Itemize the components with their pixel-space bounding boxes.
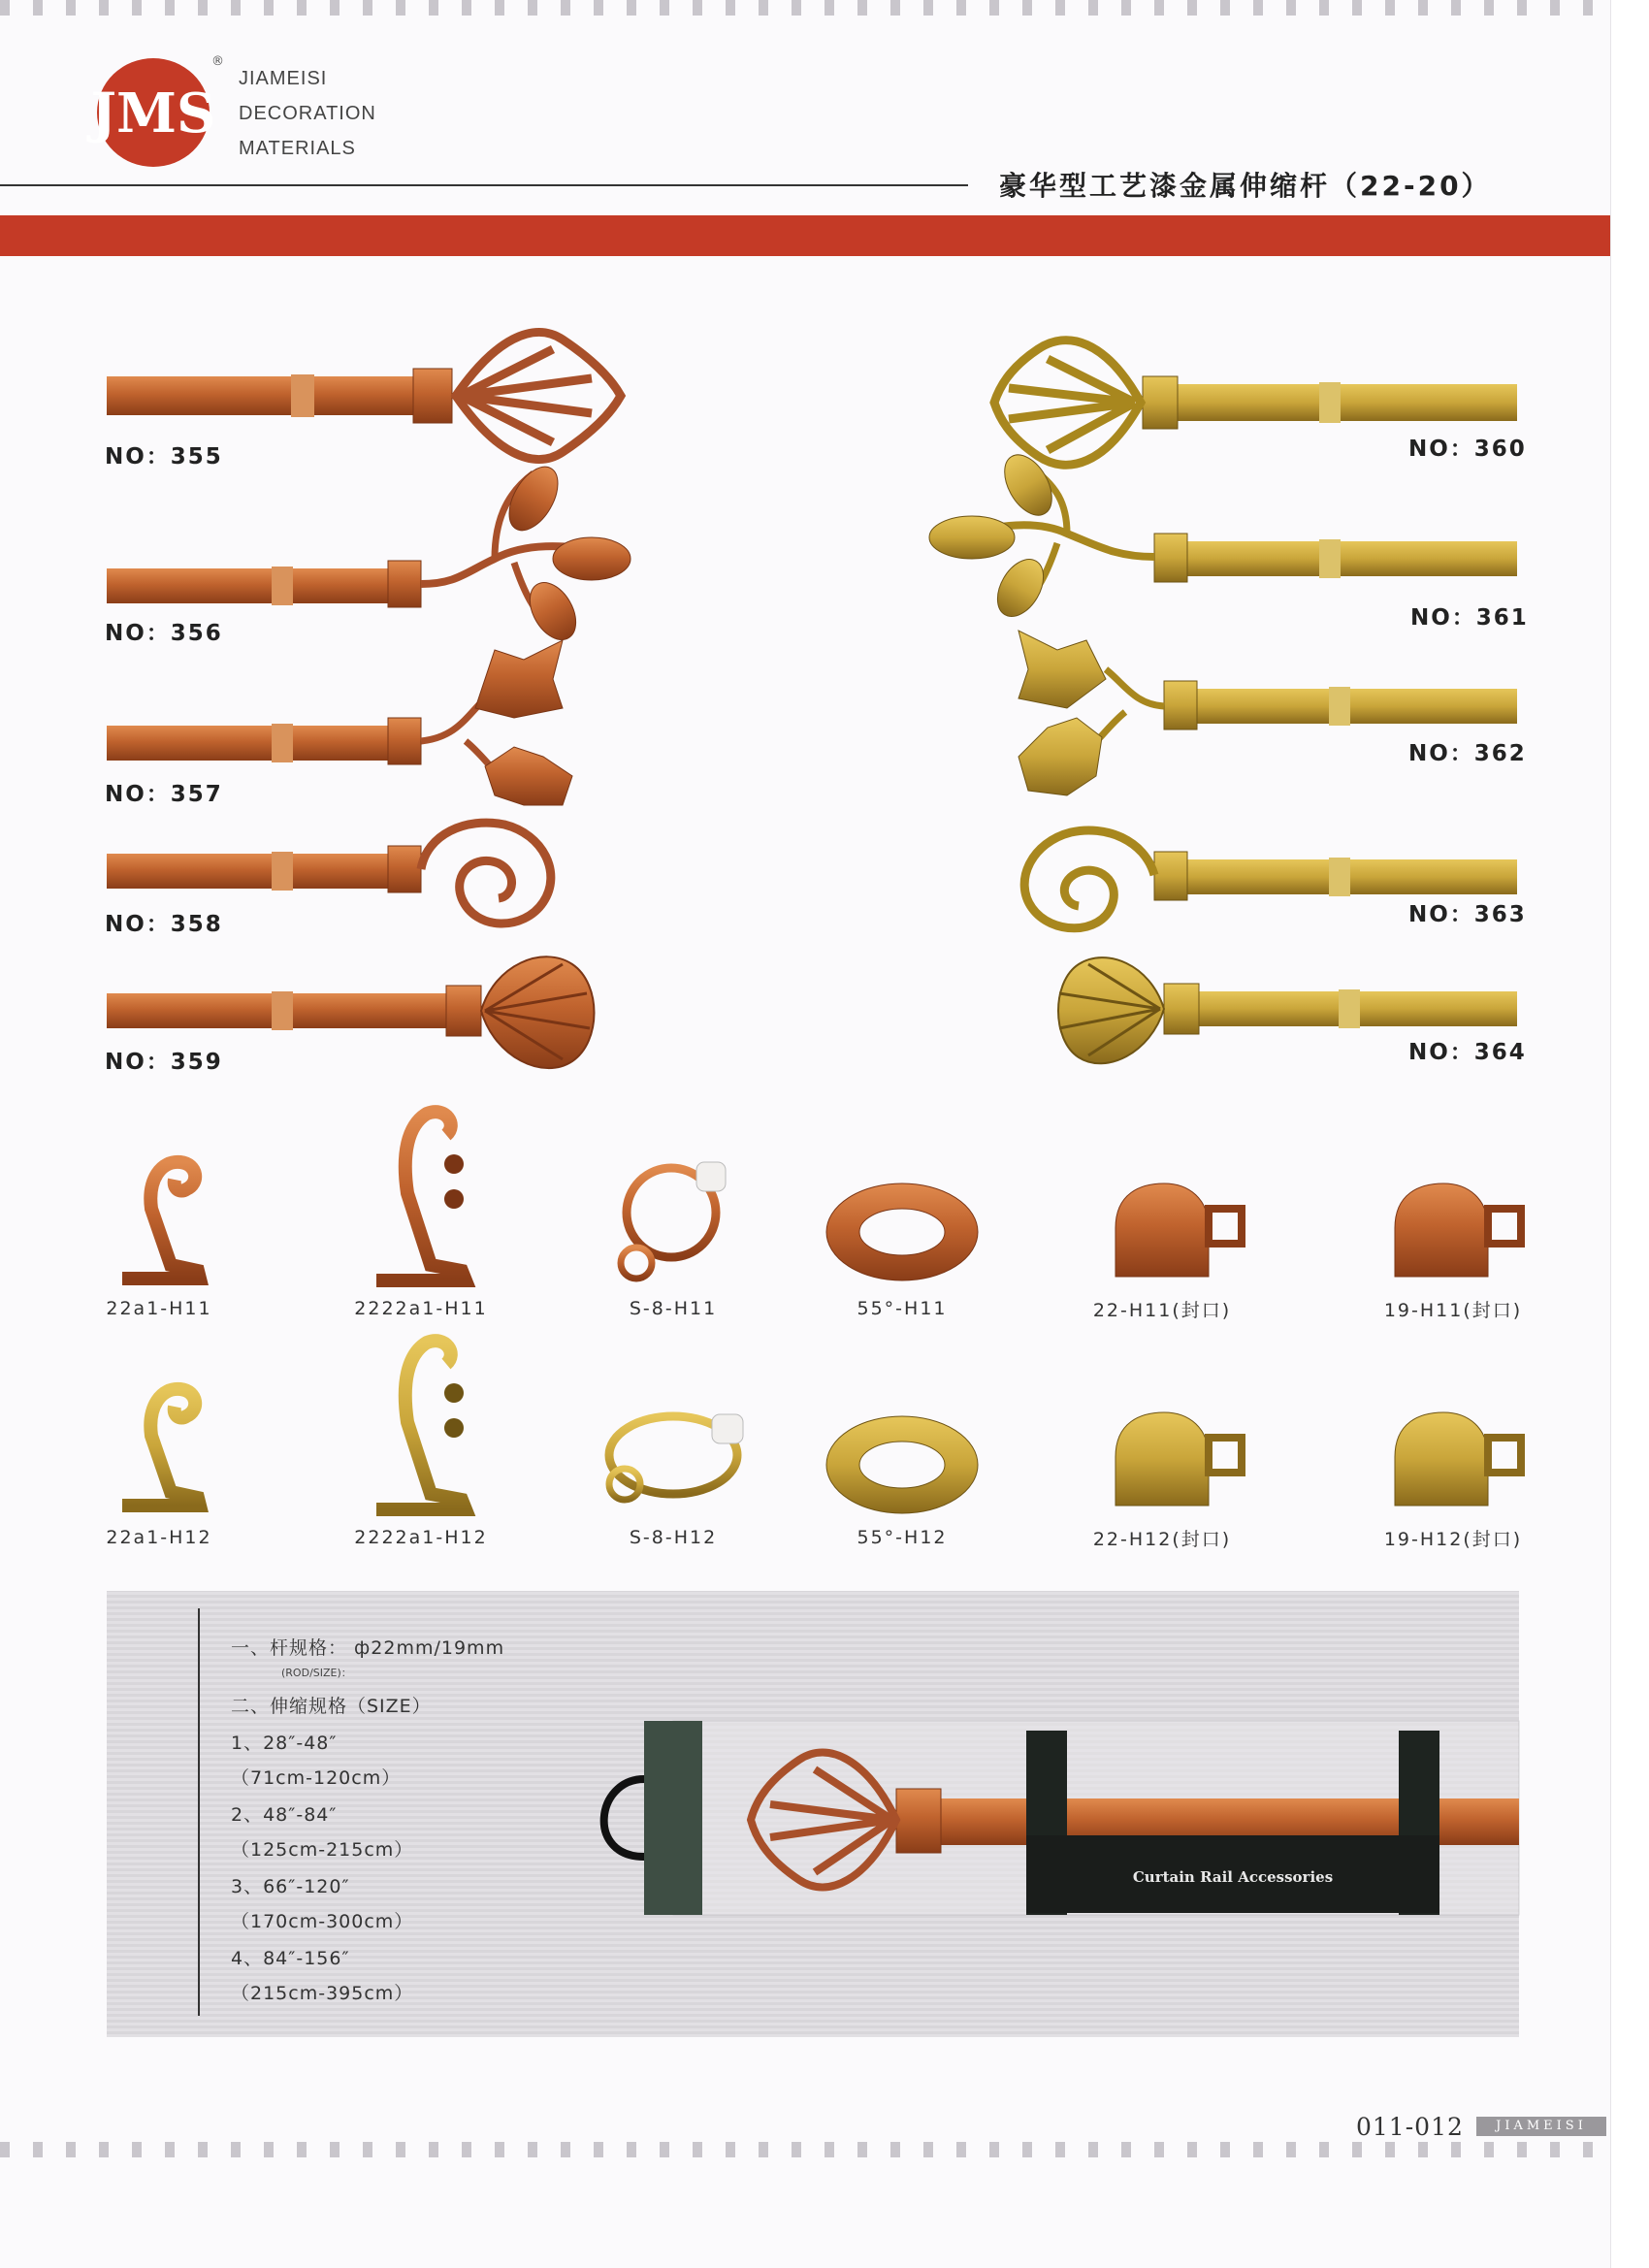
rod-label-360: NO：360 [1408, 437, 1527, 462]
top-perforation [0, 0, 1610, 16]
header-rule [0, 184, 968, 186]
accessory-code-22-h11: 22-H11(封口) [1092, 1300, 1232, 1321]
brand-materials: MATERIALS [239, 138, 356, 159]
spiral-finial-icon [1024, 830, 1154, 928]
registered-mark: ® [211, 54, 224, 69]
rod-label-359: NO：359 [105, 1050, 223, 1075]
accessory-code-55-h11: 55°-H11 [857, 1298, 948, 1319]
size-1-cm: （71cm-120cm） [231, 1767, 402, 1789]
page-edge [1610, 0, 1649, 2268]
bottom-perforation [0, 2142, 1610, 2157]
rod-label-358: NO：358 [105, 912, 223, 937]
accessory-code-55-h12: 55°-H12 [857, 1527, 948, 1548]
size-heading: 二、伸缩规格（SIZE） [231, 1696, 432, 1717]
accessory-code-2222a1-h12: 2222a1-H12 [354, 1527, 488, 1548]
page-number: 011-012 [1356, 2113, 1464, 2141]
s-hook-ring-icon [598, 1401, 753, 1517]
size-3-cm: （170cm-300cm） [231, 1911, 414, 1932]
bracket-double-icon [369, 1106, 475, 1290]
size-3-inch: 3、66″-120″ [231, 1876, 350, 1897]
fan-finial-icon [994, 340, 1141, 465]
red-band [0, 215, 1610, 256]
brand-name: JIAMEISI [239, 68, 328, 89]
spec-divider [198, 1608, 200, 2016]
accessory-code-s-8-h12: S-8-H12 [629, 1527, 718, 1548]
rod-label-356: NO：356 [105, 621, 223, 646]
accessory-code-22-h12: 22-H12(封口) [1092, 1529, 1232, 1550]
end-cap-22-icon [1112, 1409, 1247, 1515]
spiral-finial-icon [421, 823, 551, 923]
packaged-rod [576, 1711, 1519, 1925]
rod-label-357: NO：357 [105, 782, 223, 807]
size-2-inch: 2、48″-84″ [231, 1804, 338, 1826]
ivy-leaf-finial-icon [1018, 631, 1164, 795]
size-1-inch: 1、28″-48″ [231, 1733, 338, 1754]
accessory-code-19-h12: 19-H12(封口) [1383, 1529, 1523, 1550]
eyelet-ring-icon [821, 1180, 986, 1286]
shell-finial-icon [1058, 957, 1164, 1063]
accessory-code-s-8-h11: S-8-H11 [629, 1298, 718, 1319]
accessory-code-19-h11: 19-H11(封口) [1383, 1300, 1523, 1321]
leaf-branch-finial-icon [421, 459, 630, 648]
ivy-leaf-finial-icon [421, 640, 572, 805]
rod-spec: 一、杆规格： ф22mm/19mm [231, 1637, 505, 1659]
end-cap-19-icon [1391, 1409, 1527, 1515]
size-4-inch: 4、84″-156″ [231, 1948, 350, 1969]
accessory-code-2222a1-h11: 2222a1-H11 [354, 1298, 488, 1319]
end-cap-19-icon [1391, 1180, 1527, 1286]
eyelet-ring-icon [821, 1412, 986, 1519]
rod-label-355: NO：355 [105, 444, 223, 470]
package-label: Curtain Rail Accessories [1132, 1868, 1334, 1886]
bracket-single-icon [113, 1377, 210, 1513]
rod-label-361: NO：361 [1410, 605, 1529, 631]
fan-finial-icon [456, 332, 621, 459]
rod-label-362: NO：362 [1408, 741, 1527, 766]
shell-finial-icon [481, 956, 595, 1068]
size-4-cm: （215cm-395cm） [231, 1983, 414, 2004]
accessory-code-22a1-h12: 22a1-H12 [106, 1527, 212, 1548]
page-title: 豪华型工艺漆金属伸缩杆（22-20） [999, 170, 1492, 202]
bracket-single-icon [113, 1150, 210, 1286]
brand-decoration: DECORATION [239, 103, 376, 124]
leaf-branch-finial-icon [929, 447, 1154, 625]
footer-badge: JIAMEISI [1476, 2117, 1606, 2136]
logo-letters: JMS [90, 81, 216, 146]
rod-label-363: NO：363 [1408, 902, 1527, 927]
rod-label-364: NO：364 [1408, 1040, 1527, 1065]
size-2-cm: （125cm-215cm） [231, 1839, 414, 1861]
rod-362 [1009, 631, 1523, 805]
bracket-double-icon [369, 1335, 475, 1519]
rod-spec-small: (ROD/SIZE)： [281, 1667, 352, 1679]
s-hook-ring-icon [601, 1154, 747, 1290]
jms-logo-icon [90, 54, 219, 171]
end-cap-22-icon [1112, 1180, 1247, 1286]
rod-361 [912, 456, 1523, 621]
accessory-code-22a1-h11: 22a1-H11 [106, 1298, 212, 1319]
